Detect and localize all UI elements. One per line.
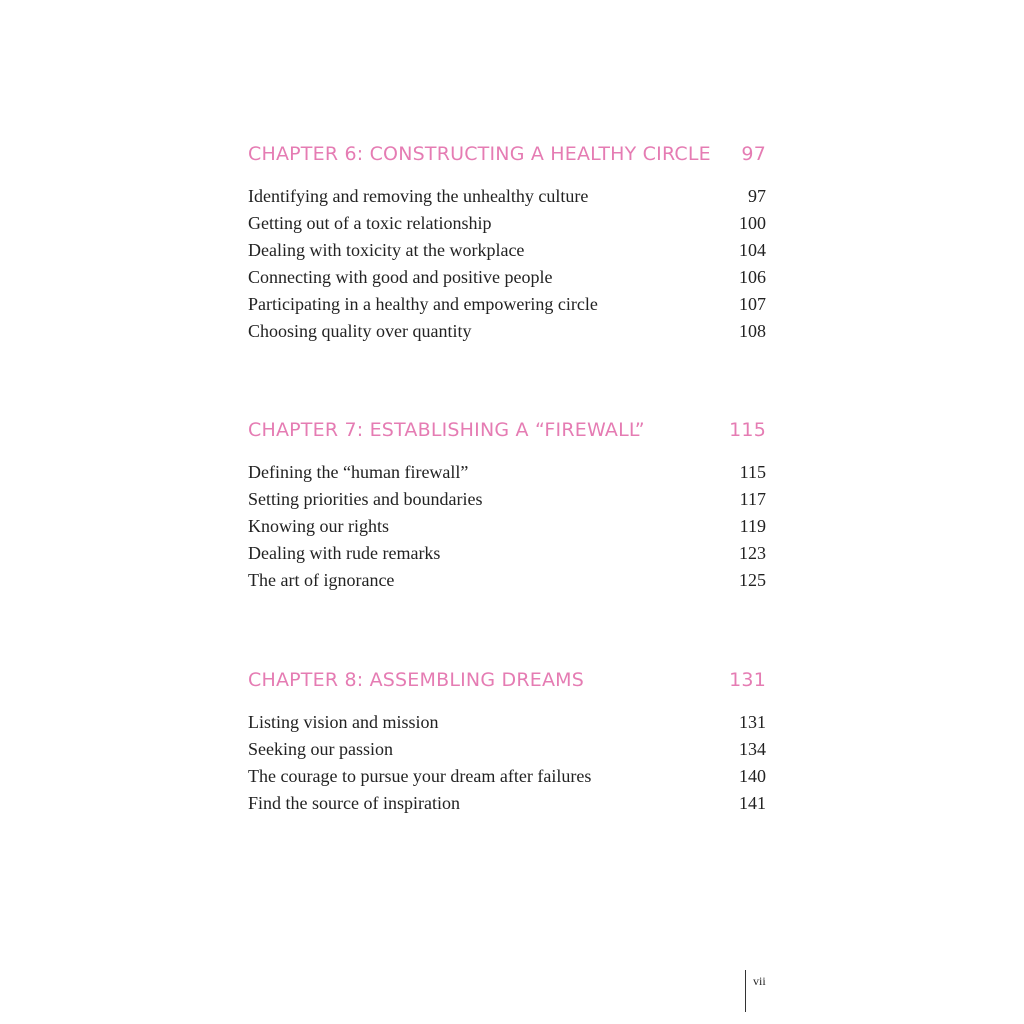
chapter-heading — [248, 140, 766, 168]
chapter-8-section — [248, 666, 766, 817]
toc-entry-page: 107 — [739, 294, 766, 314]
toc-entry — [248, 763, 766, 790]
toc-entry-title: The courage to pursue your dream after failures — [248, 766, 592, 786]
toc-entry-page: 131 — [739, 712, 766, 732]
chapter-heading — [248, 666, 766, 694]
chapter-title: CHAPTER 7: ESTABLISHING A “FIREWALL” — [248, 419, 645, 441]
toc-entry-page: 134 — [739, 739, 766, 759]
toc-entry-title: Connecting with good and positive people — [248, 267, 553, 287]
toc-entry-title: Dealing with rude remarks — [248, 543, 441, 563]
toc-entry-page: 140 — [739, 766, 766, 786]
chapter-page-number: 97 — [741, 143, 766, 165]
toc-entry — [248, 790, 766, 817]
toc-entry-list — [248, 459, 766, 594]
toc-entry-title: Choosing quality over quantity — [248, 321, 472, 341]
chapter-title: CHAPTER 6: CONSTRUCTING A HEALTHY CIRCLE — [248, 143, 711, 165]
toc-entry-page: 104 — [739, 240, 766, 260]
toc-entry-title: Find the source of inspiration — [248, 793, 460, 813]
toc-entry-title: Setting priorities and boundaries — [248, 489, 483, 509]
toc-entry-page: 117 — [739, 489, 766, 509]
toc-entry-page: 97 — [748, 186, 766, 206]
toc-entry — [248, 291, 766, 318]
toc-entry — [248, 567, 766, 594]
toc-entry-title: Listing vision and mission — [248, 712, 439, 732]
toc-entry-page: 123 — [739, 543, 766, 563]
toc-entry-list — [248, 709, 766, 817]
toc-entry-list — [248, 183, 766, 345]
chapter-page-number: 115 — [729, 419, 766, 441]
toc-entry-title: Knowing our rights — [248, 516, 389, 536]
chapter-page-number: 131 — [729, 669, 766, 691]
toc-entry — [248, 210, 766, 237]
toc-entry — [248, 183, 766, 210]
page-number: vii — [753, 974, 766, 988]
toc-entry-title: Dealing with toxicity at the workplace — [248, 240, 525, 260]
toc-entry — [248, 513, 766, 540]
toc-entry-page: 100 — [739, 213, 766, 233]
toc-entry-page: 106 — [739, 267, 766, 287]
toc-entry-page: 141 — [739, 793, 766, 813]
toc-entry-page: 108 — [739, 321, 766, 341]
chapter-heading — [248, 416, 766, 444]
toc-entry — [248, 736, 766, 763]
chapter-title: CHAPTER 8: ASSEMBLING DREAMS — [248, 669, 584, 691]
toc-entry-title: The art of ignorance — [248, 570, 395, 590]
toc-entry-title: Identifying and removing the unhealthy culture — [248, 186, 589, 206]
toc-entry — [248, 237, 766, 264]
toc-entry-page: 115 — [739, 462, 766, 482]
toc-entry — [248, 540, 766, 567]
chapter-7-section — [248, 416, 766, 594]
toc-entry-title: Defining the “human firewall” — [248, 462, 469, 482]
toc-entry-page: 125 — [739, 570, 766, 590]
toc-entry-title: Getting out of a toxic relationship — [248, 213, 492, 233]
folio-divider — [745, 970, 746, 1012]
toc-entry-page: 119 — [739, 516, 766, 536]
chapter-6-section — [248, 140, 766, 345]
toc-entry — [248, 709, 766, 736]
toc-entry-title: Participating in a healthy and empowering circle — [248, 294, 598, 314]
toc-entry — [248, 459, 766, 486]
toc-entry — [248, 318, 766, 345]
toc-entry-title: Seeking our passion — [248, 739, 393, 759]
toc-entry — [248, 264, 766, 291]
toc-entry — [248, 486, 766, 513]
